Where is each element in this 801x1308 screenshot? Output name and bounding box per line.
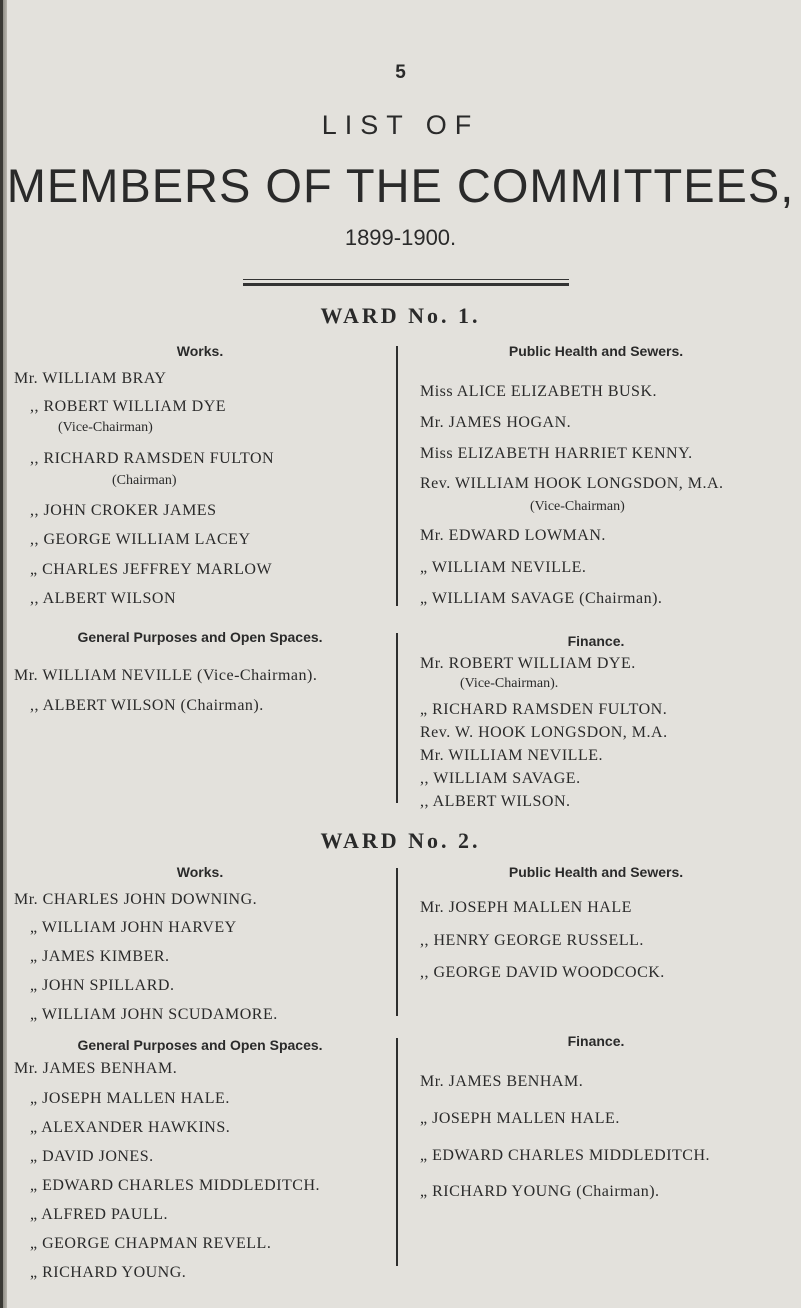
list-item: ,, ROBERT WILLIAM DYE <box>30 398 227 415</box>
year-range: 1899-1900. <box>344 225 457 250</box>
list-item: „ WILLIAM JOHN HARVEY <box>30 919 237 936</box>
ward-2-finance-title: Finance. <box>567 1033 625 1049</box>
list-item-note: (Vice-Chairman) <box>530 499 625 514</box>
list-item: Mr. JOSEPH MALLEN HALE <box>420 899 632 916</box>
list-item: Mr. CHARLES JOHN DOWNING. <box>14 891 258 908</box>
page-title: MEMBERS OF THE COMMITTEES, <box>6 159 795 212</box>
page-number: 5 <box>395 62 406 83</box>
list-item: ,, ALBERT WILSON (Chairman). <box>30 697 264 714</box>
list-item: Mr. JAMES BENHAM. <box>420 1073 584 1090</box>
list-item: „ ALFRED PAULL. <box>30 1206 169 1223</box>
ward-1-general-title: General Purposes and Open Spaces. <box>77 629 323 645</box>
list-item: „ WILLIAM SAVAGE (Chairman). <box>420 590 663 607</box>
list-item: ,, GEORGE DAVID WOODCOCK. <box>420 964 665 981</box>
ward-1-works-title: Works. <box>176 343 224 359</box>
list-item: „ ALEXANDER HAWKINS. <box>30 1119 231 1136</box>
list-item: „ EDWARD CHARLES MIDDLEDITCH. <box>420 1147 711 1164</box>
list-item-note: (Vice-Chairman). <box>460 676 559 691</box>
list-item: „ JOSEPH MALLEN HALE. <box>420 1110 620 1127</box>
list-item: „ JOSEPH MALLEN HALE. <box>30 1090 230 1107</box>
list-item: „ WILLIAM NEVILLE. <box>420 559 587 576</box>
ward-2-divider-bottom <box>396 1038 398 1266</box>
list-item: Mr. JAMES HOGAN. <box>420 414 572 431</box>
list-item-note: (Vice-Chairman) <box>58 420 153 435</box>
list-item: „ RICHARD RAMSDEN FULTON. <box>420 701 668 718</box>
ward-1-finance-title: Finance. <box>567 633 625 649</box>
list-item: ,, WILLIAM SAVAGE. <box>420 770 581 787</box>
list-item: Mr. ROBERT WILLIAM DYE. <box>420 655 636 672</box>
ward-1-divider-bottom <box>396 633 398 803</box>
list-item: „ RICHARD YOUNG. <box>30 1264 187 1281</box>
title-rule-thin <box>243 279 569 280</box>
ward-2-heading: WARD No. 2. <box>320 828 481 853</box>
ward-2-works-title: Works. <box>176 864 224 880</box>
list-item: Miss ALICE ELIZABETH BUSK. <box>420 383 657 400</box>
title-rule-thick <box>243 283 569 286</box>
list-item: „ CHARLES JEFFREY MARLOW <box>30 561 273 578</box>
list-item: ,, GEORGE WILLIAM LACEY <box>30 531 251 548</box>
ward-1-divider-top <box>396 346 398 606</box>
list-item: Rev. W. HOOK LONGSDON, M.A. <box>420 724 668 741</box>
list-item: ,, JOHN CROKER JAMES <box>30 502 217 519</box>
list-item-note: (Chairman) <box>112 473 177 488</box>
ward-1-public-health-title: Public Health and Sewers. <box>508 343 684 359</box>
list-of-heading: LIST OF <box>321 110 480 140</box>
ward-2-divider-top <box>396 868 398 1016</box>
ward-2-public-health-title: Public Health and Sewers. <box>508 864 684 880</box>
list-item: ,, HENRY GEORGE RUSSELL. <box>420 932 644 949</box>
list-item: Miss ELIZABETH HARRIET KENNY. <box>420 445 693 462</box>
list-item: Mr. WILLIAM NEVILLE. <box>420 747 603 764</box>
list-item: „ DAVID JONES. <box>30 1148 154 1165</box>
list-item: „ JAMES KIMBER. <box>30 948 170 965</box>
ward-2-general-title: General Purposes and Open Spaces. <box>77 1037 323 1053</box>
list-item: „ EDWARD CHARLES MIDDLEDITCH. <box>30 1177 321 1194</box>
list-item: ,, RICHARD RAMSDEN FULTON <box>30 450 275 467</box>
list-item: Mr. WILLIAM BRAY <box>14 370 167 387</box>
list-item: ,, ALBERT WILSON <box>30 590 177 607</box>
list-item: Rev. WILLIAM HOOK LONGSDON, M.A. <box>420 475 724 492</box>
list-item: „ WILLIAM JOHN SCUDAMORE. <box>30 1006 278 1023</box>
list-item: Mr. WILLIAM NEVILLE (Vice-Chairman). <box>14 667 318 684</box>
list-item: Mr. JAMES BENHAM. <box>14 1060 178 1077</box>
list-item: ,, ALBERT WILSON. <box>420 793 571 810</box>
list-item: „ JOHN SPILLARD. <box>30 977 175 994</box>
list-item: Mr. EDWARD LOWMAN. <box>420 527 606 544</box>
list-item: „ GEORGE CHAPMAN REVELL. <box>30 1235 272 1252</box>
ward-1-heading: WARD No. 1. <box>320 303 481 328</box>
list-item: „ RICHARD YOUNG (Chairman). <box>420 1183 660 1200</box>
